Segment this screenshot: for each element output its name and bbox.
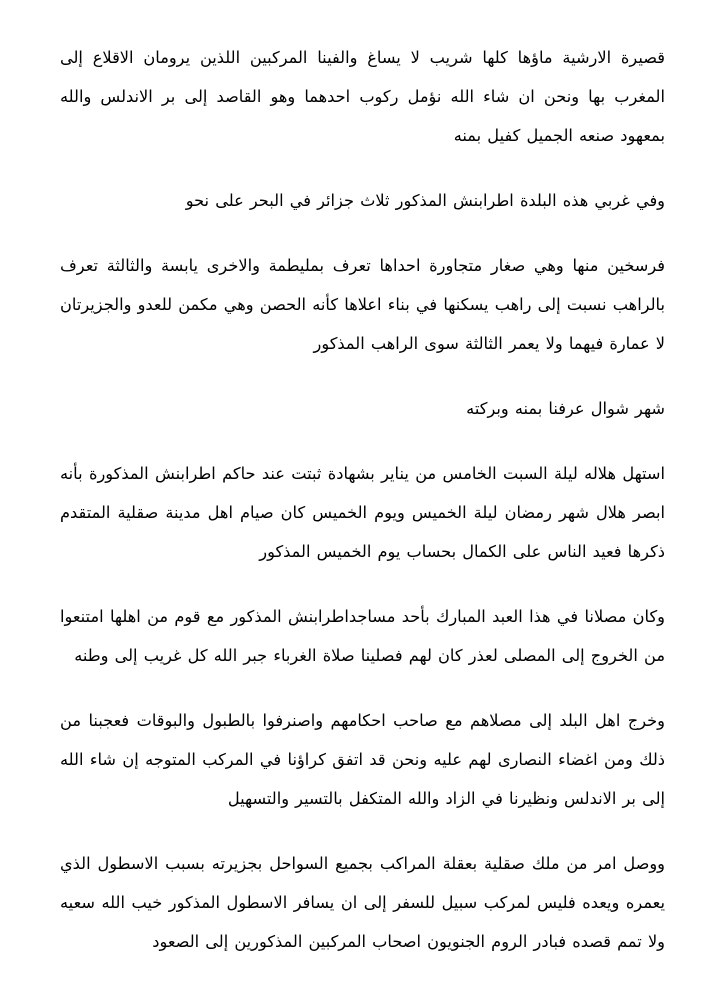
paragraph-4: استهل هلاله ليلة السبت الخامس من يناير بشهادة ثبتت عند حاكم اطرابنش المذكورة بأنه ابصر هلال شهر رمضان ليلة الخميس ويوم الخميس كان صيام اهل مدينة صقلية المتقدم ذكرها فعيد الناس على الكمال بحساب يوم الخميس المذكور (60, 464, 665, 561)
paragraph-5: وكان مصلانا في هذا العبد المبارك بأحد مساجداطرابنش المذكور مع قوم من اهلها امتنعوا من الخروج إلى المصلى لعذر كان لهم فصلينا صلاة الغرباء جبر الله كل غريب إلى وطنه (60, 607, 665, 665)
section-heading: شهر شوال عرفنا بمنه وبركته (466, 399, 665, 418)
paragraph-7: ووصل امر من ملك صقلية بعقلة المراكب بجميع السواحل بجزيرته بسبب الاسطول الذي يعمره ويعده فليس لمركب سبيل للسفر إلى ان يسافر الاسطول المذكور خيب الله سعيه ولا تمم قصده فبادر الروم الجنويون اصحاب المركبين المذكورين إلى الصعود (60, 854, 665, 951)
document-page (60, 38, 665, 987)
paragraph-3: فرسخين منها وهي صغار متجاورة احداها تعرف بمليطمة والاخرى يابسة والثالثة تعرف بالراهب نسبت إلى راهب يسكنها في بناء اعلاها كأنه الحصن وهي مكمن للعدو والجزيرتان لا عمارة فيهما ولا يعمر الثالثة سوى الراهب المذكور (60, 256, 665, 353)
paragraph-6: وخرج اهل البلد إلى مصلاهم مع صاحب احكامهم واصنرفوا بالطبول والبوقات فعجبنا من ذلك ومن اغضاء النصارى لهم عليه ونحن قد اتفق كراؤنا في المركب المتوجه إن شاء الله إلى بر الاندلس ونظيرنا في الزاد والله المتكفل بالتسير والتسهيل (60, 711, 665, 808)
paragraph-2: وفي غربي هذه البلدة اطرابنش المذكور ثلاث جزائر في البحر على نحو (185, 191, 665, 210)
paragraph-1: قصيرة الارشية ماؤها كلها شريب لا يساغ والفينا المركبين اللذين يرومان الاقلاع إلى المغرب بها ونحن ان شاء الله نؤمل ركوب احدهما وهو القاصد إلى بر الاندلس والله بمعهود صنعه الجميل كفيل بمنه (60, 48, 665, 145)
